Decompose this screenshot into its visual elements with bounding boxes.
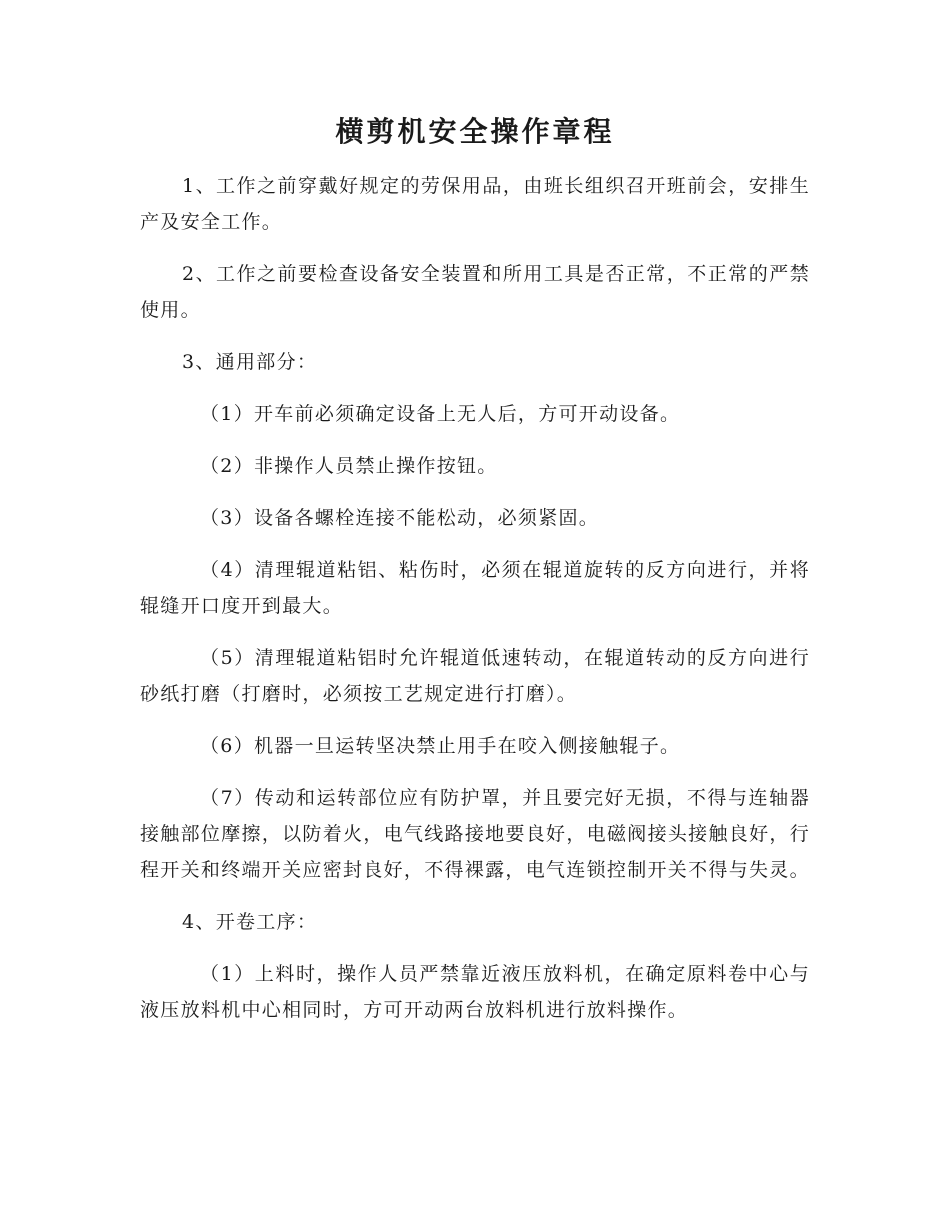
paragraph-3-item-7: （7）传动和运转部位应有防护罩，并且要完好无损，不得与连轴器接触部位摩擦，以防着火，电气线路接地要良好，电磁阀接头接触良好，行程开关和终端开关应密封良好，不得裸露，电气连锁控制开关不得与失灵。 [140, 787, 810, 881]
paragraph-4-heading: 4、开卷工序： [182, 911, 318, 933]
paragraph-2: 2、工作之前要检查设备安全装置和所用工具是否正常，不正常的严禁使用。 [140, 263, 810, 321]
paragraph-3-heading: 3、通用部分： [182, 351, 318, 373]
paragraph-3-item-4: （4）清理辊道粘铝、粘伤时，必须在辊道旋转的反方向进行，并将辊缝开口度开到最大。 [140, 559, 810, 617]
paragraph-3-item-5: （5）清理辊道粘铝时允许辊道低速转动，在辊道转动的反方向进行砂纸打磨（打磨时，必须按工艺规定进行打磨）。 [140, 647, 810, 705]
document-title: 横剪机安全操作章程 [335, 115, 615, 148]
document-body [140, 168, 810, 1044]
paragraph-1: 1、工作之前穿戴好规定的劳保用品，由班长组织召开班前会，安排生产及安全工作。 [140, 175, 810, 233]
paragraph-3-item-1: （1）开车前必须确定设备上无人后，方可开动设备。 [200, 403, 681, 425]
paragraph-3-item-3: （3）设备各螺栓连接不能松动，必须紧固。 [200, 507, 600, 529]
paragraph-3-item-2: （2）非操作人员禁止操作按钮。 [200, 455, 498, 477]
paragraph-3-item-6: （6）机器一旦运转坚决禁止用手在咬入侧接触辊子。 [200, 735, 681, 757]
paragraph-4-item-1: （1）上料时，操作人员严禁靠近液压放料机，在确定原料卷中心与液压放料机中心相同时，方可开动两台放料机进行放料操作。 [140, 963, 810, 1021]
